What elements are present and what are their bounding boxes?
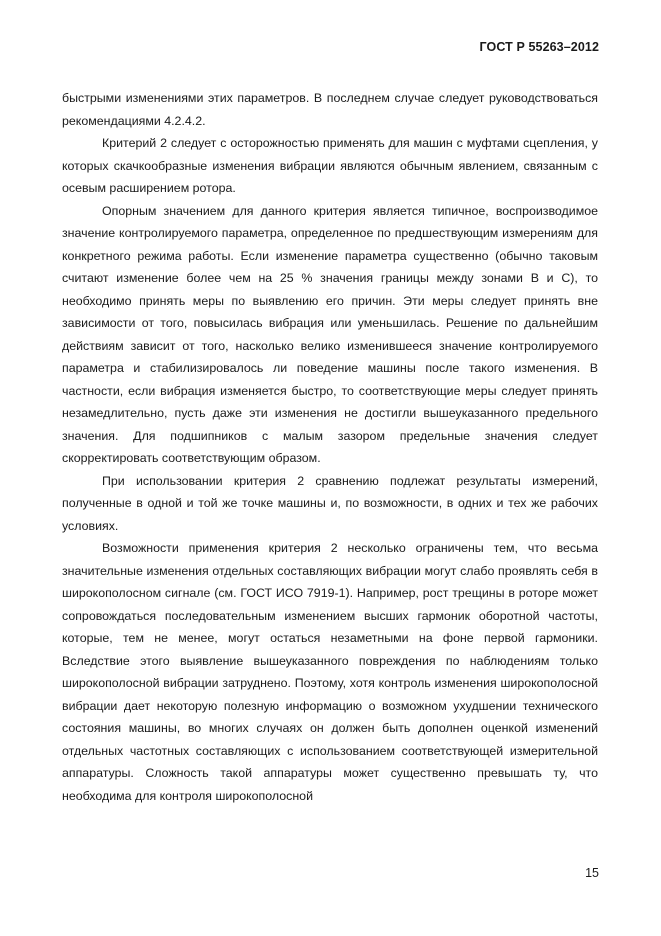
paragraph-reference-value: Опорным значением для данного критерия является типичное, воспроизводимое значение контролируемого параметра, определенное по предшествующим измерениям для конкретного режима работы. Если изменение параметра существенно (обычно таковым считают изменение более чем на 25 % значения границы между зонами В и С), то необходимо принять меры по выявлению его причин. Эти меры следует принять вне зависимости от того, повысилась вибрация или уменьшилась. Решение по дальнейшим действиям зависит от того, насколько велико изменившееся значение контролируемого параметра и стабилизировалось ли поведение машины после такого изменения. В частности, если вибрация изменяется быстро, то соответствующие меры следует принять незамедлительно, пусть даже эти изменения не достигли вышеуказанного предельного значения. Для подшипников с малым зазором предельные значения следует скорректировать соответствующим образом. [62,203,598,465]
document-body [62,87,598,807]
paragraph-coupling-caution: Критерий 2 следует с осторожностью применять для машин с муфтами сцепления, у которых скачкообразные изменения вибрации являются обычным явлением, связанным с осевым расширением ротора. [62,136,598,195]
paragraph-measurement-comparison: При использовании критерия 2 сравнению подлежат результаты измерений, полученные в одной и той же точке машины и, по возможности, в одних и тех же рабочих условиях. [62,473,598,533]
paragraph-continuation: быстрыми изменениями этих параметров. В последнем случае следует руководствоваться рекомендациями 4.2.4.2. [62,91,598,128]
paragraph-criterion-limitations: Возможности применения критерия 2 несколько ограничены тем, что весьма значительные изменения отдельных составляющих вибрации могут слабо проявлять себя в широкополосном сигнале (см. ГОСТ ИСО 7919-1). Например, рост трещины в роторе может сопровождаться последовательным изменением высших гармоник оборотной частоты, которые, тем не менее, могут остаться незаметными на фоне первой гармоники. Вследствие этого выявление вышеуказанного повреждения по наблюдениям только широкополосной вибрации затруднено. Поэтому, хотя контроль изменения широкополосной вибрации дает некоторую полезную информацию о возможном ухудшении технического состояния машины, во многих случаях он должен быть дополнен оценкой изменений отдельных частотных составляющих с использованием соответствующей измерительной аппаратуры. Сложность такой аппаратуры может существенно превышать ту, что необходима для контроля широкополосной [62,541,598,803]
document-header-code: ГОСТ Р 55263–2012 [479,40,599,54]
page-number: 15 [585,866,599,880]
